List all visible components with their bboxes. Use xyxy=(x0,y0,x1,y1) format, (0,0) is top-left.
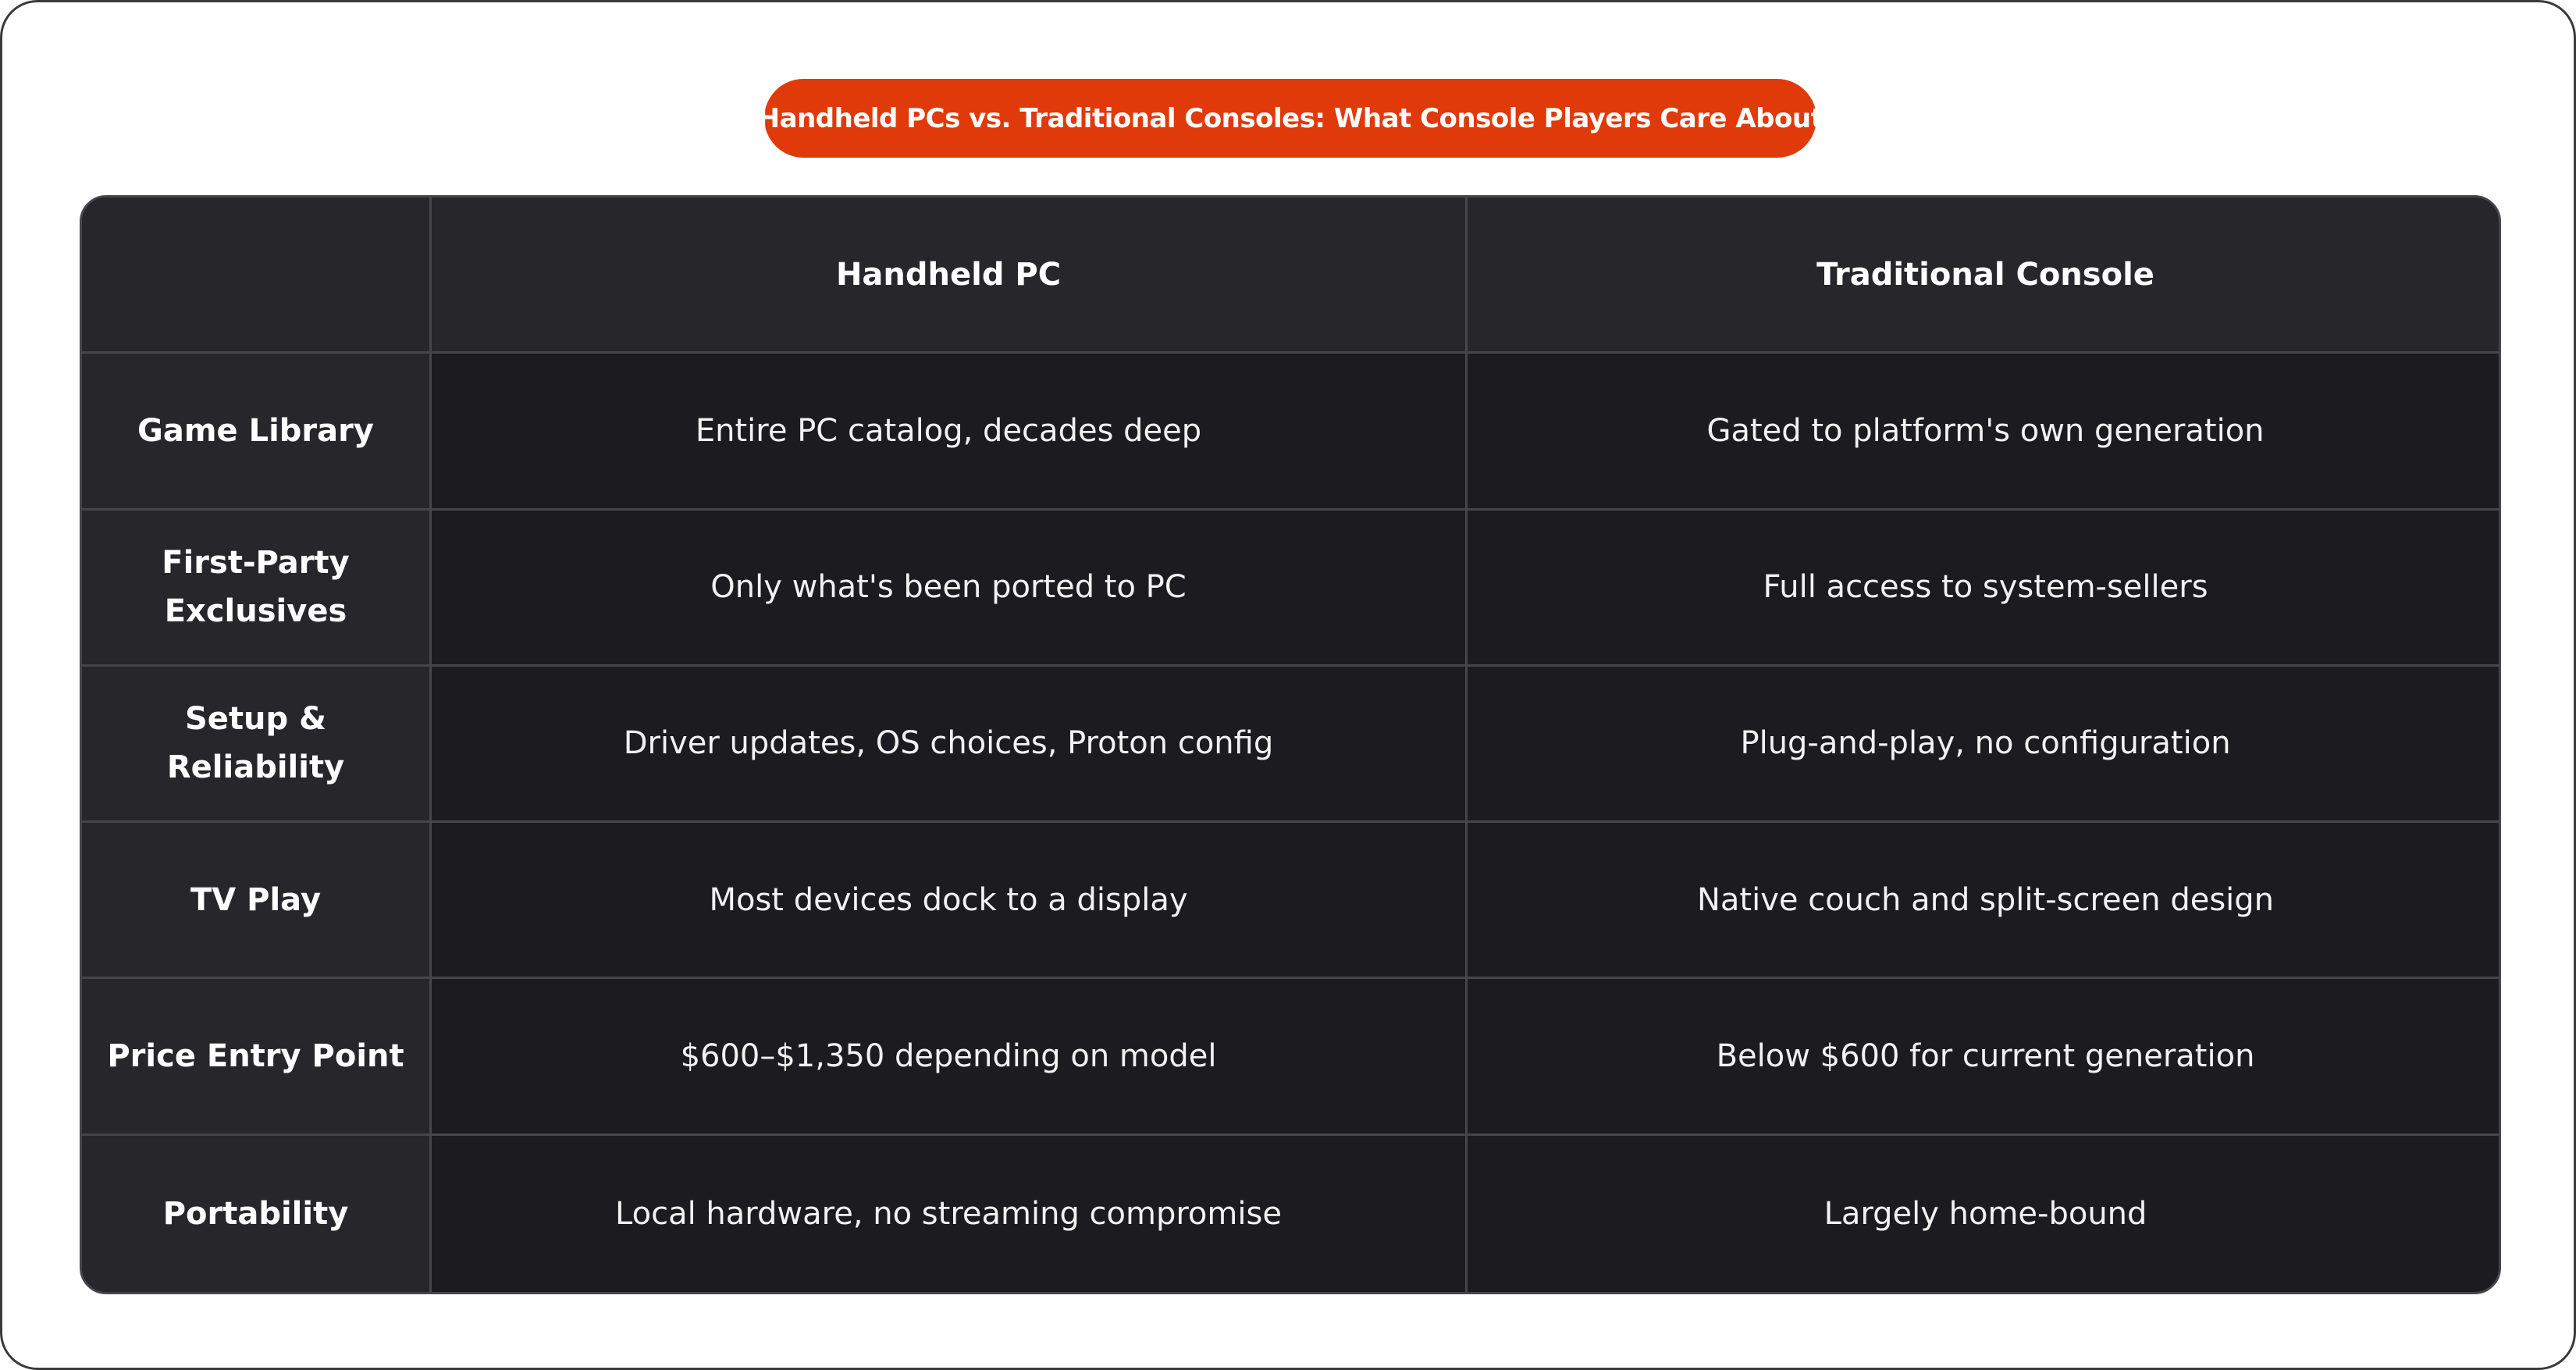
comparison-table xyxy=(80,195,2501,1294)
table-cell: Entire PC catalog, decades deep xyxy=(432,354,1468,510)
table-cell: Plug-and-play, no configuration xyxy=(1468,667,2501,823)
column-header-traditional-console: Traditional Console xyxy=(1468,197,2501,354)
table-cell: Most devices dock to a display xyxy=(432,823,1468,979)
table-corner-cell xyxy=(82,197,432,354)
table-cell: Native couch and split-screen design xyxy=(1468,823,2501,979)
row-label-setup-reliability: Setup & Reliability xyxy=(82,667,432,823)
table-cell: Below $600 for current generation xyxy=(1468,979,2501,1135)
column-header-handheld-pc: Handheld PC xyxy=(432,197,1468,354)
row-label-tv-play: TV Play xyxy=(82,823,432,979)
table-cell: Full access to system-sellers xyxy=(1468,511,2501,667)
row-label-price-entry-point: Price Entry Point xyxy=(82,979,432,1135)
table-cell: Largely home-bound xyxy=(1468,1136,2501,1292)
row-label-game-library: Game Library xyxy=(82,354,432,510)
row-label-portability: Portability xyxy=(82,1136,432,1292)
page-title: Handheld PCs vs. Traditional Consoles: What Console Players Care About xyxy=(764,79,1816,158)
table-cell: Local hardware, no streaming compromise xyxy=(432,1136,1468,1292)
table-cell: Driver updates, OS choices, Proton config xyxy=(432,667,1468,823)
table-cell: Gated to platform's own generation xyxy=(1468,354,2501,510)
row-label-first-party-exclusives: First-Party Exclusives xyxy=(82,511,432,667)
table-cell: $600–$1,350 depending on model xyxy=(432,979,1468,1135)
table-cell: Only what's been ported to PC xyxy=(432,511,1468,667)
